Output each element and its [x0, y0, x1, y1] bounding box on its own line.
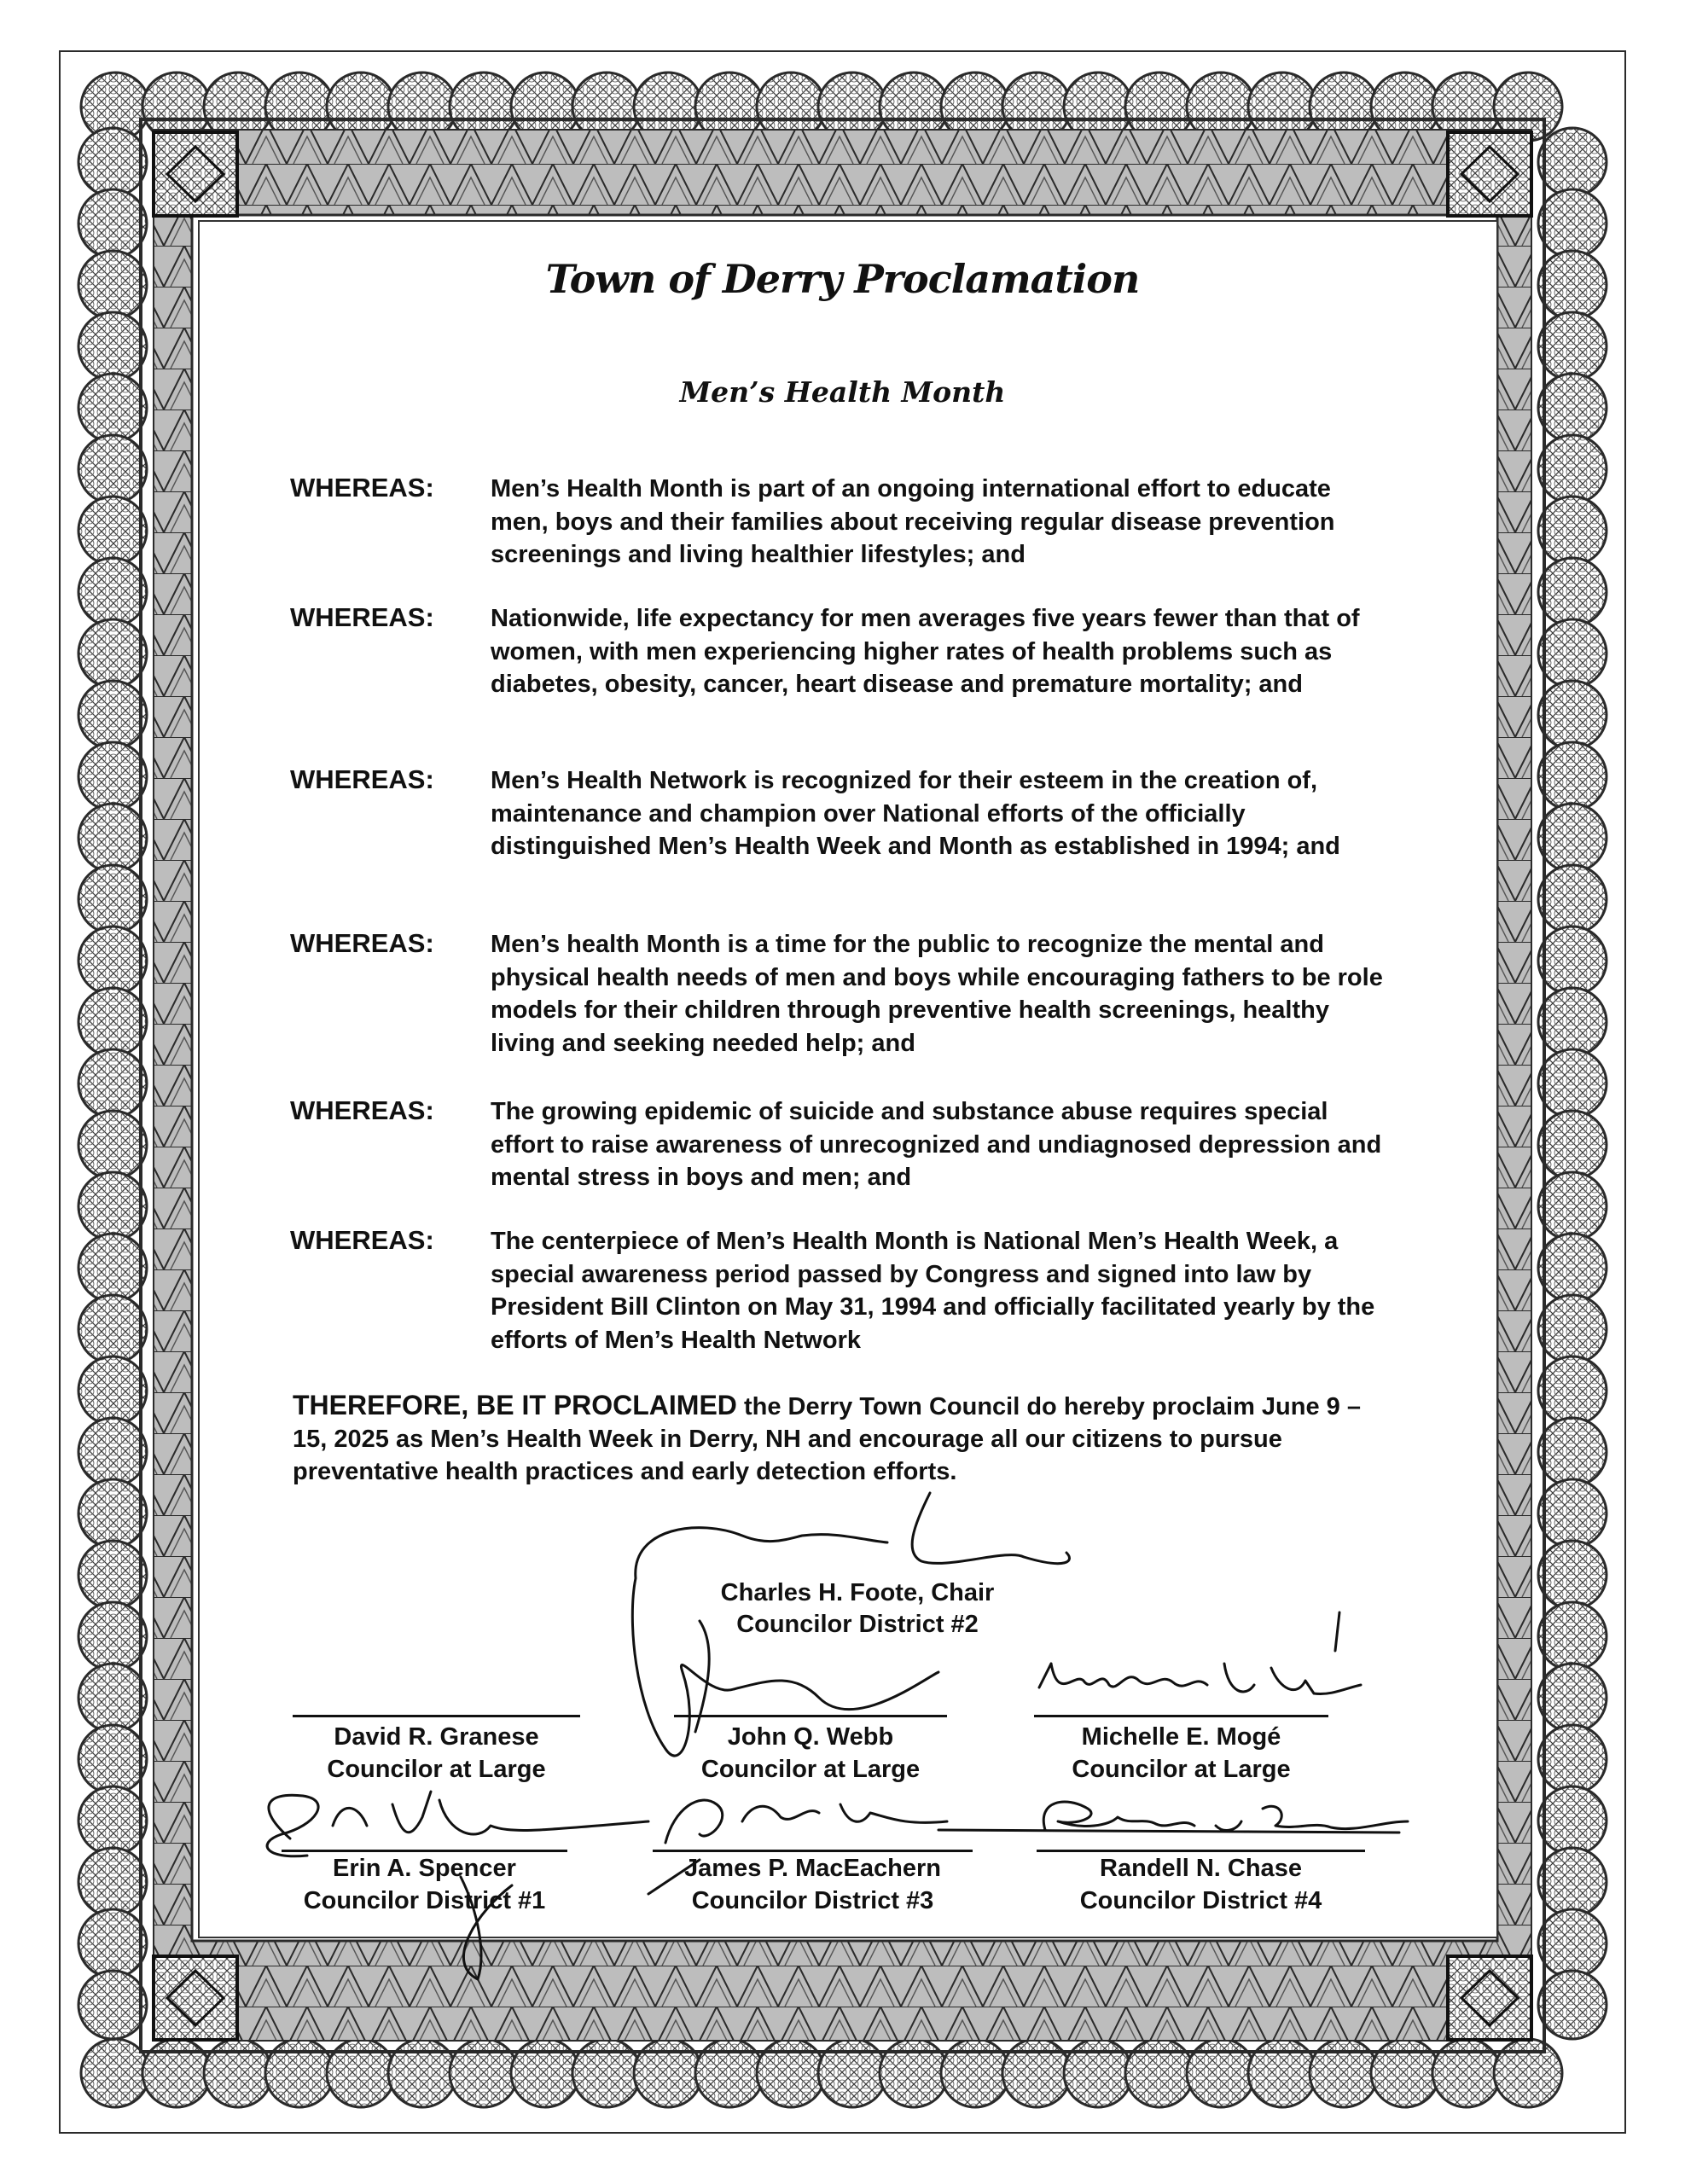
signature-line: [653, 1850, 973, 1852]
border-scallop: [78, 1295, 147, 1363]
border-scallop: [78, 619, 147, 688]
signatory-name: John Q. Webb: [727, 1723, 894, 1751]
border-scallop: [1538, 1418, 1607, 1486]
border-scallop: [757, 2039, 825, 2107]
border-scallop: [572, 2039, 641, 2107]
whereas-label: WHEREAS:: [290, 602, 434, 632]
proclamation-subtitle: Men’s Health Month: [679, 375, 1006, 409]
whereas-text: Men’s Health Month is part of an ongoing international effort to educate men, boys and their families about receiving regular disease prevention screenings and living healthier lifestyles; and: [491, 475, 1335, 568]
border-scallop: [78, 1356, 147, 1425]
corner-ornament-top-left: [154, 132, 237, 216]
whereas-label: WHEREAS:: [290, 928, 434, 958]
border-scallop: [78, 1725, 147, 1793]
border-scallop: [1538, 435, 1607, 503]
whereas-text: The centerpiece of Men’s Health Month is National Men’s Health Week, a special awareness period passed by Congress and signed into law by President Bill Clinton on May 31, 1994 and officially facilitated yearly by the efforts of Men’s Health Network: [491, 1228, 1375, 1354]
border-scallop: [1538, 1295, 1607, 1363]
border-scallop: [880, 2039, 948, 2107]
border-scallop: [1538, 988, 1607, 1056]
border-scallop: [1538, 558, 1607, 626]
signatory-name: David R. Granese: [334, 1723, 539, 1751]
border-scallop: [78, 1848, 147, 1916]
border-scallop: [511, 2039, 579, 2107]
signatory-name: Erin A. Spencer: [333, 1855, 516, 1882]
border-scallop: [1064, 2039, 1132, 2107]
border-scallop: [327, 2039, 395, 2107]
border-scallop: [1248, 2039, 1316, 2107]
border-scallop: [1538, 312, 1607, 380]
whereas-text: Men’s Health Network is recognized for their esteem in the creation of, maintenance and champion over National efforts of the officially distinguished Men’s Health Week and Month as established in 1994; and: [491, 767, 1340, 860]
border-scallop: [78, 1234, 147, 1302]
border-scallop: [78, 1049, 147, 1118]
signatory-name: Randell N. Chase: [1100, 1855, 1302, 1882]
therefore-text: the Derry Town Council do hereby proclaim June 9 – 15, 2025 as Men’s Health Week in Derry, NH and encourage all our citizens to pursue preventative health practices and early detection efforts.: [293, 1393, 1361, 1485]
border-scallop: [78, 497, 147, 565]
border-scallop: [1538, 1479, 1607, 1548]
border-scallop: [1125, 2039, 1194, 2107]
border-scallop: [78, 681, 147, 749]
border-scallop: [78, 1418, 147, 1486]
corner-ornament-bottom-left: [154, 1956, 237, 2040]
signatory-name: Charles H. Foote, Chair: [720, 1579, 995, 1606]
border-scallop: [78, 312, 147, 380]
border-scallop: [78, 1172, 147, 1240]
border-scallop: [1538, 1049, 1607, 1118]
border-scallop: [78, 1479, 147, 1548]
signatory-name: James P. MacEachern: [684, 1855, 941, 1882]
whereas-text: The growing epidemic of suicide and substance abuse requires special effort to raise awareness of unrecognized and undiagnosed depression and mental stress in boys and men; and: [491, 1098, 1382, 1191]
border-scallop: [1310, 2039, 1378, 2107]
therefore-paragraph: [293, 1389, 1402, 1488]
corner-ornament-bottom-right: [1448, 1956, 1531, 2040]
border-scallop: [78, 1541, 147, 1609]
signatory-role: Councilor District #1: [303, 1887, 546, 1914]
corner-ornament-top-right: [1448, 132, 1531, 216]
whereas-label: WHEREAS:: [290, 764, 434, 794]
border-scallop: [78, 865, 147, 933]
whereas-text: Nationwide, life expectancy for men averages five years fewer than that of women, with men experiencing higher rates of health problems such as diabetes, obesity, cancer, heart disease and premature mortality; and: [491, 605, 1360, 698]
border-scallop: [1538, 926, 1607, 995]
border-scallop: [265, 2039, 334, 2107]
border-scallop: [1002, 2039, 1071, 2107]
signatory-role: Councilor at Large: [327, 1756, 546, 1783]
border-scallop: [204, 2039, 272, 2107]
border-scallop: [78, 1786, 147, 1855]
border-scallop: [1538, 804, 1607, 872]
border-scallop: [78, 804, 147, 872]
border-scallop: [450, 2039, 518, 2107]
border-scallop: [78, 742, 147, 810]
signature-line: [1037, 1850, 1365, 1852]
border-scallop: [1538, 1234, 1607, 1302]
border-scallop: [78, 435, 147, 503]
border-scallop: [78, 988, 147, 1056]
border-scallop: [941, 2039, 1009, 2107]
border-scallop: [1538, 681, 1607, 749]
border-scallop: [78, 1971, 147, 2039]
border-scallop: [1432, 2039, 1501, 2107]
border-scallop: [78, 1664, 147, 1732]
border-scallop: [1538, 1848, 1607, 1916]
signatory-name: Michelle E. Mogé: [1081, 1723, 1281, 1751]
signature-line: [674, 1715, 947, 1717]
border-scallop: [78, 1909, 147, 1978]
signatory-role: Councilor District #3: [691, 1887, 934, 1914]
signatory-role: Councilor District #2: [736, 1611, 979, 1638]
border-scallop: [1538, 1111, 1607, 1179]
border-scallop: [1538, 619, 1607, 688]
border-scallop: [78, 1111, 147, 1179]
signatory-role: Councilor at Large: [1072, 1756, 1291, 1783]
whereas-text: Men’s health Month is a time for the public to recognize the mental and physical health needs of men and boys while encouraging fathers to be role models for their children through preventive health screenings, healthy living and seeking needed help; and: [491, 931, 1383, 1057]
whereas-label: WHEREAS:: [290, 473, 434, 502]
border-scallop: [1538, 189, 1607, 258]
border-scallop: [1538, 1786, 1607, 1855]
border-scallop: [142, 2039, 211, 2107]
border-scallop: [1538, 865, 1607, 933]
whereas-label: WHEREAS:: [290, 1225, 434, 1255]
border-scallop: [1538, 1725, 1607, 1793]
border-scallop: [1538, 1172, 1607, 1240]
border-scallop: [78, 128, 147, 196]
border-scallop: [1538, 1971, 1607, 2039]
border-scallop: [78, 926, 147, 995]
border-scallop: [1538, 497, 1607, 565]
border-scallop: [1187, 2039, 1255, 2107]
border-scallop: [818, 2039, 886, 2107]
whereas-label: WHEREAS:: [290, 1095, 434, 1125]
border-scallop: [78, 1602, 147, 1670]
proclamation-title: Town of Derry Proclamation: [545, 256, 1140, 302]
signature-line: [282, 1850, 567, 1852]
border-scallop: [1538, 1909, 1607, 1978]
border-scallop: [1371, 2039, 1439, 2107]
border-scallop: [1538, 1541, 1607, 1609]
border-scallop: [1538, 1664, 1607, 1732]
border-scallop: [695, 2039, 764, 2107]
border-scallop: [1538, 1602, 1607, 1670]
border-scallop: [1538, 1356, 1607, 1425]
border-scallop: [634, 2039, 702, 2107]
signature-line: [1034, 1715, 1328, 1717]
border-scallop: [388, 2039, 456, 2107]
border-scallop: [1538, 742, 1607, 810]
therefore-lead: THEREFORE, BE IT PROCLAIMED: [293, 1390, 737, 1420]
border-scallop: [1538, 128, 1607, 196]
border-scallop: [78, 189, 147, 258]
signatory-role: Councilor at Large: [700, 1756, 921, 1783]
border-scallop: [1494, 2039, 1562, 2107]
border-scallop: [78, 558, 147, 626]
signature-line: [293, 1715, 580, 1717]
signatory-role: Councilor District #4: [1079, 1887, 1322, 1914]
